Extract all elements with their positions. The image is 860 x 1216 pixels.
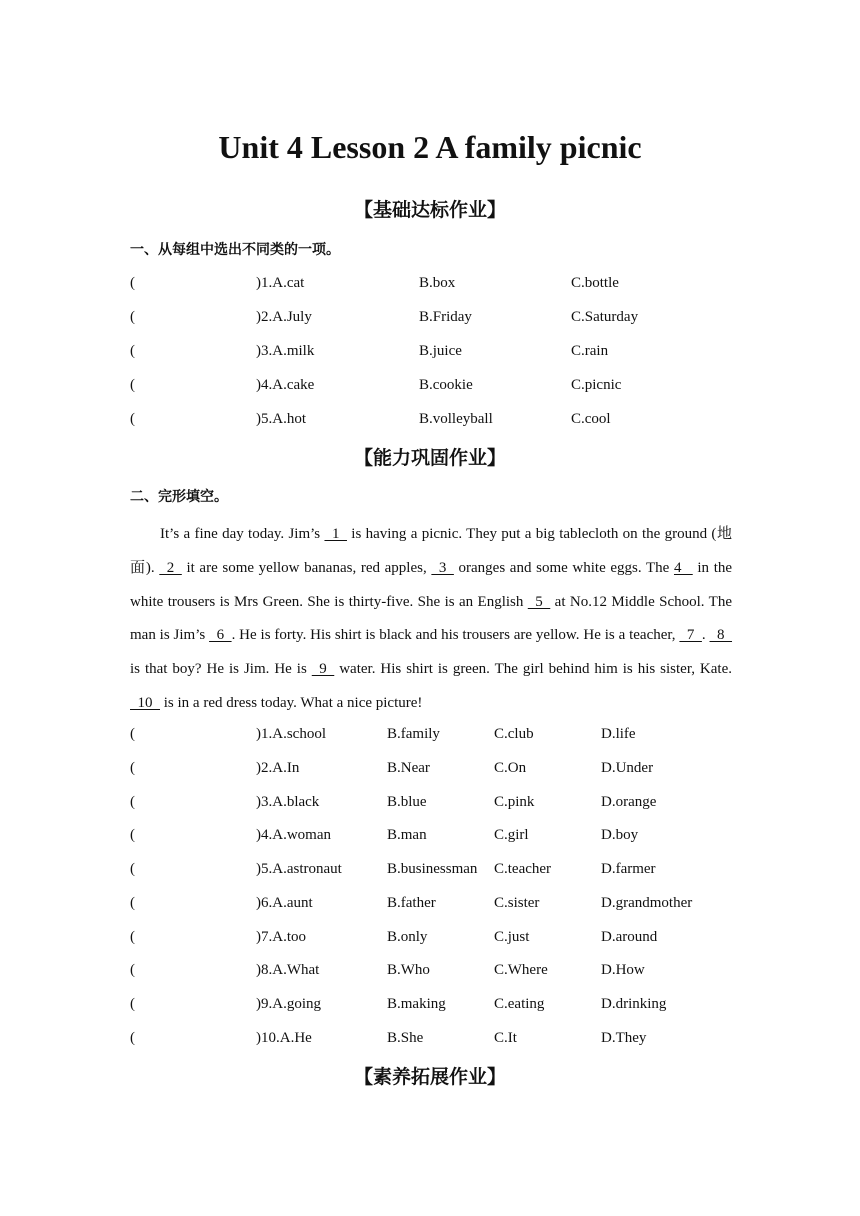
option-b: B.Who bbox=[387, 962, 430, 978]
option-c: C.picnic bbox=[571, 377, 622, 393]
option-a: )2.A.In bbox=[256, 760, 300, 776]
cloze-passage bbox=[130, 518, 732, 721]
answer-bracket: ( bbox=[130, 996, 135, 1012]
option-d: D.grandmother bbox=[601, 895, 693, 911]
answer-bracket: ( bbox=[130, 411, 135, 427]
option-a: )3.A.black bbox=[256, 794, 320, 810]
choice-row bbox=[0, 1028, 860, 1048]
option-a: )2.A.July bbox=[256, 309, 312, 325]
choice-row bbox=[0, 375, 860, 395]
option-c: C.It bbox=[494, 1030, 517, 1046]
option-b: B.Friday bbox=[419, 309, 472, 325]
option-a: )6.A.aunt bbox=[256, 895, 313, 911]
option-b: B.volleyball bbox=[419, 411, 493, 427]
choice-row bbox=[0, 927, 860, 947]
option-a: )5.A.astronaut bbox=[256, 861, 342, 877]
choice-row bbox=[0, 758, 860, 778]
blank-9: 9 bbox=[311, 661, 335, 678]
answer-bracket: ( bbox=[130, 929, 135, 945]
option-b: B.juice bbox=[419, 343, 462, 359]
answer-bracket: ( bbox=[130, 962, 135, 978]
passage-text: is having a picnic. They put a big tablecloth on the ground (地面). bbox=[130, 526, 732, 576]
blank-10: 10 bbox=[130, 694, 160, 711]
answer-bracket: ( bbox=[130, 275, 135, 291]
option-a: )1.A.cat bbox=[256, 275, 305, 291]
choice-row bbox=[0, 893, 860, 913]
option-c: C.just bbox=[494, 929, 530, 945]
option-d: D.drinking bbox=[601, 996, 667, 1012]
blank-7: 7 bbox=[679, 627, 702, 644]
choice-row bbox=[0, 341, 860, 361]
option-b: B.blue bbox=[387, 794, 427, 810]
option-d: D.boy bbox=[601, 827, 639, 843]
answer-bracket: ( bbox=[130, 827, 135, 843]
passage-text: It’s a fine day today. Jim’s bbox=[160, 526, 325, 542]
option-c: C.club bbox=[494, 726, 534, 742]
option-b: B.She bbox=[387, 1030, 424, 1046]
blank-6: 6 bbox=[209, 627, 232, 644]
option-c: C.pink bbox=[494, 794, 535, 810]
option-c: C.girl bbox=[494, 827, 529, 843]
blank-4: 4 bbox=[673, 559, 693, 576]
option-b: B.making bbox=[387, 996, 446, 1012]
option-d: D.They bbox=[601, 1030, 647, 1046]
answer-bracket: ( bbox=[130, 760, 135, 776]
option-b: B.family bbox=[387, 726, 440, 742]
answer-bracket: ( bbox=[130, 309, 135, 325]
option-c: C.cool bbox=[571, 411, 611, 427]
option-a: )4.A.cake bbox=[256, 377, 315, 393]
option-b: B.businessman bbox=[387, 861, 478, 877]
option-b: B.father bbox=[387, 895, 436, 911]
option-c: C.sister bbox=[494, 895, 540, 911]
option-b: B.only bbox=[387, 929, 428, 945]
option-c: C.rain bbox=[571, 343, 609, 359]
answer-bracket: ( bbox=[130, 726, 135, 742]
option-c: C.Where bbox=[494, 962, 548, 978]
option-b: B.Near bbox=[387, 760, 430, 776]
option-c: C.bottle bbox=[571, 275, 619, 291]
option-b: B.box bbox=[419, 275, 456, 291]
passage-text: . He is forty. His shirt is black and his trousers are yellow. He is a teacher, bbox=[231, 627, 680, 644]
option-a: )10.A.He bbox=[256, 1030, 312, 1046]
option-c: C.teacher bbox=[494, 861, 552, 877]
option-c: C.On bbox=[494, 760, 527, 776]
option-d: D.Under bbox=[601, 760, 654, 776]
blank-2: 2 bbox=[159, 559, 182, 576]
option-a: )8.A.What bbox=[256, 962, 320, 978]
choice-row bbox=[0, 825, 860, 845]
choice-row bbox=[0, 859, 860, 879]
passage-text: is that boy? He is Jim. He is bbox=[130, 661, 312, 678]
choice-row bbox=[0, 273, 860, 293]
answer-bracket: ( bbox=[130, 895, 135, 911]
option-c: C.Saturday bbox=[571, 309, 639, 325]
choice-row bbox=[0, 307, 860, 327]
section-heading-extension: 【素养拓展作业】 bbox=[353, 1066, 506, 1088]
passage-text: is in a red dress today. What a nice picture! bbox=[160, 694, 423, 711]
option-a: )3.A.milk bbox=[256, 343, 315, 359]
option-b: B.man bbox=[387, 827, 427, 843]
answer-bracket: ( bbox=[130, 794, 135, 810]
answer-bracket: ( bbox=[130, 861, 135, 877]
passage-text: in the white trousers is Mrs Green. She is thirty-five. She is an English bbox=[130, 559, 733, 610]
choice-row bbox=[0, 409, 860, 429]
option-d: D.orange bbox=[601, 794, 657, 810]
section-heading-basic: 【基础达标作业】 bbox=[353, 199, 506, 221]
passage-text: it are some yellow bananas, red apples, bbox=[181, 559, 432, 576]
answer-bracket: ( bbox=[130, 1030, 135, 1046]
option-d: D.farmer bbox=[601, 861, 656, 877]
option-a: )7.A.too bbox=[256, 929, 306, 945]
choice-row bbox=[0, 724, 860, 744]
part-one-instruction: 一、从每组中选出不同类的一项。 bbox=[130, 242, 340, 258]
choice-row bbox=[0, 994, 860, 1014]
option-a: )4.A.woman bbox=[256, 827, 331, 843]
passage-text: water. His shirt is green. The girl behind him is his sister, Kate. bbox=[334, 661, 732, 678]
blank-3: 3 bbox=[431, 559, 454, 576]
choice-row bbox=[0, 792, 860, 812]
passage-text: oranges and some white eggs. The bbox=[453, 559, 674, 576]
passage-text: at No.12 Middle School. The man is Jim’s bbox=[130, 593, 732, 644]
blank-8: 8 bbox=[709, 627, 733, 644]
option-a: )1.A.school bbox=[256, 726, 326, 742]
option-c: C.eating bbox=[494, 996, 545, 1012]
blank-5: 5 bbox=[527, 593, 551, 610]
option-a: )9.A.going bbox=[256, 996, 321, 1012]
blank-1: 1 bbox=[324, 526, 347, 542]
part-two-instruction: 二、完形填空。 bbox=[130, 489, 228, 505]
choice-row bbox=[0, 960, 860, 980]
answer-bracket: ( bbox=[130, 343, 135, 359]
page-title: Unit 4 Lesson 2 A family picnic bbox=[218, 129, 642, 165]
section-heading-ability: 【能力巩固作业】 bbox=[353, 447, 506, 469]
option-d: D.around bbox=[601, 929, 658, 945]
option-d: D.How bbox=[601, 962, 645, 978]
option-b: B.cookie bbox=[419, 377, 473, 393]
answer-bracket: ( bbox=[130, 377, 135, 393]
option-a: )5.A.hot bbox=[256, 411, 306, 427]
passage-text: . bbox=[701, 627, 710, 644]
option-d: D.life bbox=[601, 726, 636, 742]
